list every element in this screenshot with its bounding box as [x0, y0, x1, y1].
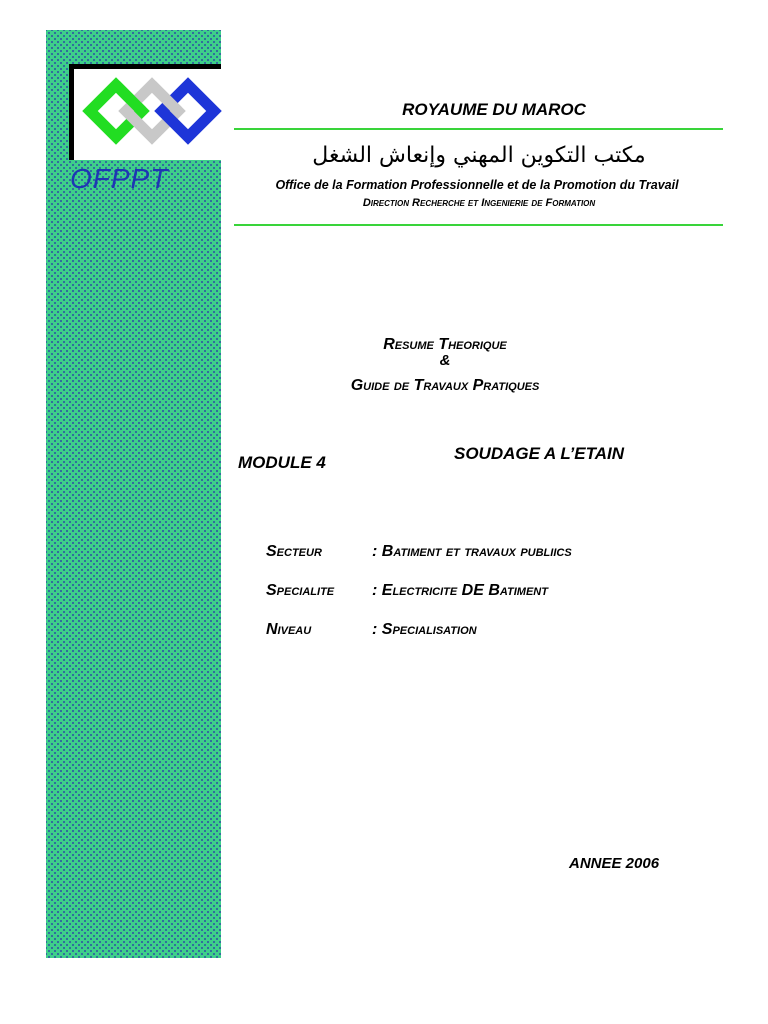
- year-label: ANNEE 2006: [569, 855, 660, 872]
- detail-key: Specialite: [266, 582, 335, 599]
- detail-row-specialite: [266, 582, 548, 600]
- title-ampersand: &: [439, 352, 451, 369]
- title-line-2: Guide de Travaux Pratiques: [350, 377, 540, 394]
- detail-key: Niveau: [266, 621, 312, 638]
- bottom-divider: [234, 224, 723, 226]
- arabic-institution-name: مكتب التكوين المهني وإنعاش الشغل: [312, 143, 646, 168]
- kingdom-title: ROYAUME DU MAROC: [402, 100, 586, 119]
- detail-value: : Specialisation: [372, 621, 477, 638]
- office-name: Office de la Formation Professionnelle et de la Promotion du Travail: [275, 178, 679, 192]
- detail-value: : Batiment et travaux publiics: [372, 543, 572, 560]
- logo-rings-icon: [78, 73, 223, 161]
- module-label: MODULE 4: [238, 453, 326, 472]
- module-subject: SOUDAGE A L’ETAIN: [454, 444, 624, 463]
- detail-value: : Electricite DE Batiment: [372, 582, 548, 599]
- ofppt-logo: [69, 64, 221, 160]
- direction-name: Direction Recherche et Ingenierie de Formation: [362, 197, 596, 209]
- detail-key: Secteur: [266, 543, 322, 560]
- logo-wordmark: OFPPT: [70, 163, 169, 194]
- detail-row-secteur: [266, 543, 572, 561]
- top-divider: [234, 128, 723, 130]
- title-line-1: Resume Theorique: [383, 336, 507, 353]
- detail-row-niveau: [266, 621, 477, 639]
